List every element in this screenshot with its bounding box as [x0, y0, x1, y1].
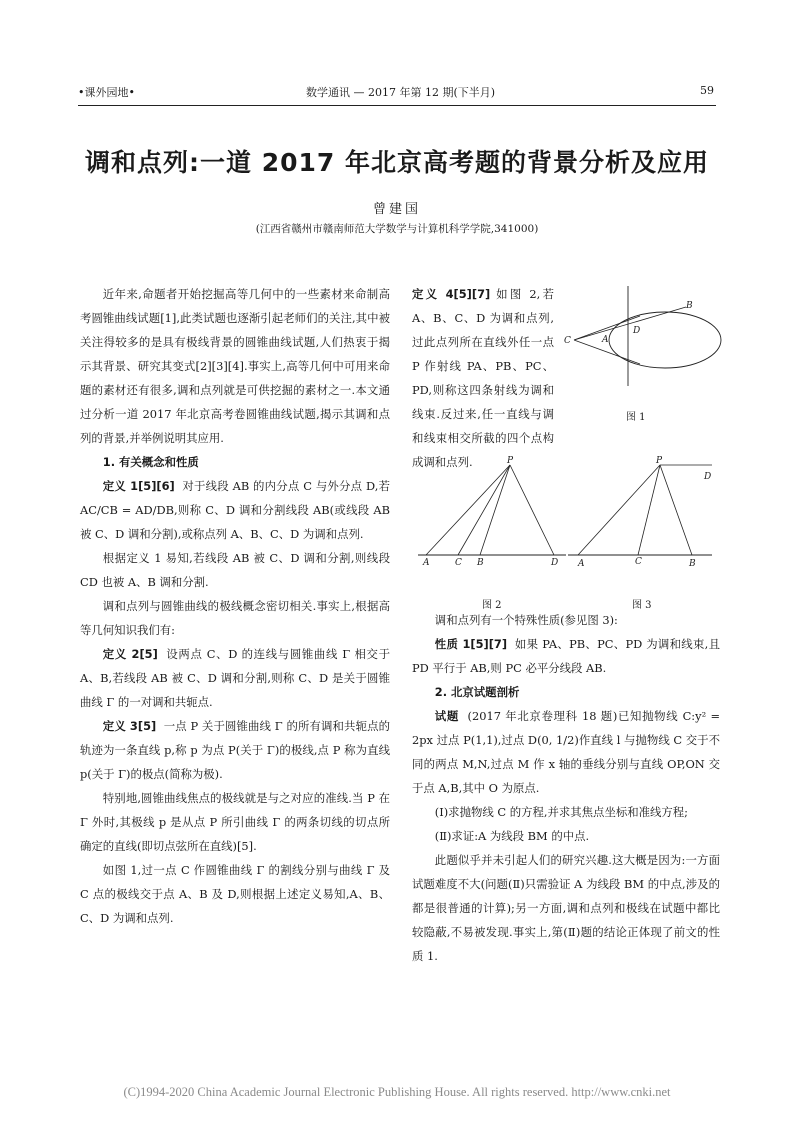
header-journal: 数学通讯 — 2017 年第 12 期(下半月) [306, 86, 496, 99]
figure-1-label-b: B [686, 301, 693, 311]
header-section: •课外园地• [78, 86, 135, 99]
figure-1-paragraph: 如图 1,过一点 C 作圆锥曲线 Γ 的割线分别与曲线 Γ 及 C 点的极线交于点 A、B 及 D,则根据上述定义易知,A、B、C、D 为调和点列. [80, 863, 390, 925]
section-2-heading: 2. 北京试题剖析 [434, 685, 520, 699]
property-1 [412, 632, 720, 680]
article-title: 调和点列:一道 2017 年北京高考题的背景分析及应用 [85, 148, 709, 177]
focus-paragraph: 特别地,圆锥曲线焦点的极线就是与之对应的准线.当 P 在 Γ 外时,其极线 p 是从点 P 所引曲线 Γ 的两条切线的切点所确定的直线(即切点弦所在直线)[5]. [80, 791, 390, 853]
definition-4-text: 如图 2,若 A、B、C、D 为调和点列,过此点列所在直线外任一点 P 作射线 PA、PB、PC、PD,则称这四条射线为调和线束.反过来,任一直线与调和线束相交所截的四个点构成调和点列. [412, 287, 554, 469]
copyright-footer: (C)1994-2020 China Academic Journal Electronic Publishing House. All rights reserved. http://www.cnki.net [123, 1085, 671, 1099]
question-1: (Ⅰ)求抛物线 C 的方程,并求其焦点坐标和准线方程; [434, 805, 689, 819]
definition-4 [412, 282, 554, 474]
definition-3-text: 一点 P 关于圆锥曲线 Γ 的所有调和共轭点的轨迹为一条直线 p,称 p 为点 P(关于 Γ)的极线,点 P 称为直线 p(关于 Γ)的极点(简称为极). [80, 719, 390, 781]
figure-2-ray-pb [480, 465, 510, 555]
figure-2-ray-pa [426, 465, 510, 555]
definition-3 [80, 714, 390, 786]
figure-2-label-b: B [477, 558, 484, 568]
running-header [78, 84, 716, 104]
figure-3-ray-pb [660, 465, 692, 555]
property-1-text: 如果 PA、PB、PC、PD 为调和线束,且 PD 平行于 AB,则 PC 必平分线段 AB. [412, 637, 720, 675]
right-column [412, 608, 720, 968]
figure-3 [568, 455, 718, 573]
problem-label: 试题 [434, 709, 459, 723]
left-column [80, 282, 390, 930]
property-1-label: 性质 1[5][7] [434, 637, 508, 651]
intro-paragraph: 近年来,命题者开始挖掘高等几何中的一些素材来命制高考圆锥曲线试题[1],此类试题也逐渐引起老师们的关注,其中被关注得较多的是具有极线背景的圆锥曲线试题,人们热衷于揭示其背景、研究其变式[2][3][4].事实上,高等几何中可用来命题的素材还有很多,调和点列就是可供挖掘的素材之一.本文通过分析一道 2017 年北京高考卷圆锥曲线试题,揭示其调和点列的背景,并举例说明其应用. [80, 287, 390, 445]
figure-2-label-p: P [507, 456, 514, 466]
analysis-paragraph: 此题似乎并未引起人们的研究兴趣.这大概是因为:一方面试题难度不大(问题(Ⅱ)只需验证 A 为线段 BM 的中点,涉及的都是很普通的计算);另一方面,调和点列和极线在试题中都比较隐蔽,不易被发现.事实上,第(Ⅱ)题的结论正体现了前文的性质 1. [412, 853, 720, 963]
polar-intro: 调和点列与圆锥曲线的极线概念密切相关.事实上,根据高等几何知识我们有: [80, 599, 390, 637]
figure-3-label-p: P [656, 456, 663, 466]
property-intro: 调和点列有一个特殊性质(参见图 3): [434, 613, 618, 627]
author: 曾建国 [372, 202, 421, 217]
figure-2-ray-pd [510, 465, 554, 555]
figure-1 [562, 282, 722, 402]
figure-2 [418, 455, 568, 573]
figure-2-label-c: C [455, 558, 462, 568]
figure-3-ray-pa [578, 465, 660, 555]
definition-2-text: 设两点 C、D 的连线与圆锥曲线 Γ 相交于 A、B,若线段 AB 被 C、D 调和分割,则称 C、D 是关于圆锥曲线 Γ 的一对调和共轭点. [80, 647, 390, 709]
figure-3-label-b: B [689, 559, 696, 569]
figure-3-caption: 图 3 [632, 600, 652, 611]
definition-2-label: 定义 2[5] [102, 647, 158, 661]
figure-2-ray-pc [458, 465, 510, 555]
problem [412, 704, 720, 800]
definition-1-label: 定义 1[5][6] [102, 479, 175, 493]
figure-1-caption: 图 1 [626, 412, 646, 423]
problem-text: (2017 年北京卷理科 18 题)已知抛物线 C:y² = 2px 过点 P(1,1),过点 D(0, 1/2)作直线 l 与抛物线 C 交于不同的两点 M,N,过点 M 作 x 轴的垂线分别与直线 OP,ON 交于点 A,B,其中 O 为原点. [412, 709, 720, 795]
figure-2-caption: 图 2 [482, 600, 502, 611]
affiliation: (江西省赣州市赣南师范大学数学与计算机科学学院,341000) [255, 223, 539, 235]
figure-2-label-a: A [423, 558, 430, 568]
section-1-heading: 1. 有关概念和性质 [102, 455, 199, 469]
figure-1-secant [574, 307, 686, 340]
figure-3-label-c: C [635, 557, 642, 567]
figure-1-ellipse [609, 312, 721, 368]
definition-3-label: 定义 3[5] [102, 719, 157, 733]
figure-3-ray-pc [638, 465, 660, 555]
definition-1-text: 对于线段 AB 的内分点 C 与外分点 D,若 AC/CB = AD/DB,则称 C、D 调和分割线段 AB(或线段 AB 被 C、D 调和分割),或称点列 A、B、C、D 为调和点列. [80, 479, 390, 541]
figure-1-label-d: D [633, 326, 641, 336]
question-2: (Ⅱ)求证:A 为线段 BM 的中点. [434, 829, 590, 843]
definition-1-follow: 根据定义 1 易知,若线段 AB 被 C、D 调和分割,则线段 CD 也被 A、B 调和分割. [80, 551, 390, 589]
figure-3-label-d: D [704, 472, 712, 482]
definition-2 [80, 642, 390, 714]
figure-1-label-c: C [564, 336, 571, 346]
header-rule [78, 105, 716, 106]
definition-4-label: 定义 4[5][7] [412, 287, 491, 301]
figure-3-label-a: A [578, 559, 585, 569]
figure-2-label-d: D [551, 558, 559, 568]
definition-1 [80, 474, 390, 546]
figure-1-label-a: A [602, 335, 609, 345]
right-column-top [412, 282, 554, 474]
header-page-number: 59 [700, 84, 714, 97]
